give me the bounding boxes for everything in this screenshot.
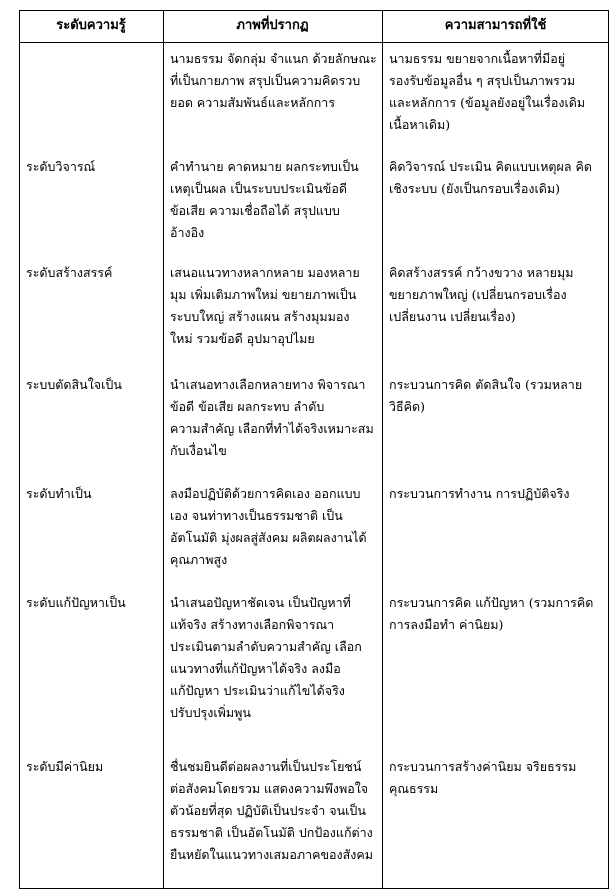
row-5-level: ระดับแก้ปัญหาเป็น xyxy=(26,595,126,610)
text-line: ข้อดี ข้อเสีย ผลกระทบ ลำดับ xyxy=(170,399,325,414)
row-5-appearance xyxy=(170,592,362,724)
text-line: ระบบใหญ่ สร้างแผน สร้างมุมมอง xyxy=(170,309,350,324)
text-line: นำเสนอทางเลือกหลายทาง พิจารณา xyxy=(170,377,366,392)
text-line: ใหม่ รวมข้อดี อุปมาอุปไมย xyxy=(170,331,315,346)
text-line: คุณภาพสูง xyxy=(170,552,228,567)
text-line: ยอด ความสัมพันธ์และหลักการ xyxy=(170,95,336,110)
text-line: เนื้อหาเดิม) xyxy=(389,117,451,132)
header-divider xyxy=(19,42,609,43)
text-line: ธรรมชาติ เป็นอัตโนมัติ ปกป้องแก้ต่าง xyxy=(170,825,373,840)
column-divider-2 xyxy=(382,10,383,889)
text-line: กระบวนการทำงาน การปฏิบัติจริง xyxy=(389,486,570,501)
text-line: ความสำคัญ เลือกที่ทำได้จริงเหมาะสม xyxy=(170,421,374,436)
text-line: คิดวิจารณ์ ประเมิน คิดแบบเหตุผล คิด xyxy=(389,159,592,174)
row-4-level: ระดับทำเป็น xyxy=(26,486,92,501)
header-level: ระดับความรู้ xyxy=(56,18,126,33)
row-2-ability xyxy=(389,262,573,328)
text-line: คิดสร้างสรรค์ กว้างขวาง หลายมุม xyxy=(389,265,574,280)
text-line: แท้จริง สร้างทางเลือกพิจารณา xyxy=(170,617,335,632)
row-1-ability xyxy=(389,156,592,200)
row-2-appearance xyxy=(170,262,360,350)
text-line: คุณธรรม xyxy=(389,781,439,796)
text-line: กับเงื่อนไข xyxy=(170,443,227,458)
row-6-ability xyxy=(389,756,576,800)
text-line: ลงมือปฏิบัติด้วยการคิดเอง ออกแบบ xyxy=(170,486,361,501)
row-4-ability xyxy=(389,483,570,505)
text-line: อ้างอิง xyxy=(170,225,205,240)
text-line: เสนอแนวทางหลากหลาย มองหลาย xyxy=(170,265,360,280)
text-line: แนวทางที่แก้ปัญหาได้จริง ลงมือ xyxy=(170,661,341,676)
text-line: ปรับปรุงเพิ่มพูน xyxy=(170,705,251,720)
row-6-level: ระดับมีค่านิยม xyxy=(26,759,104,774)
text-line: อัตโนมัติ มุ่งผลสู่สังคม ผลิตผลงานได้ xyxy=(170,530,367,545)
row-1-appearance xyxy=(170,156,359,244)
text-line: นำเสนอปัญหาชัดเจน เป็นปัญหาที่ xyxy=(170,595,351,610)
row-0-ability xyxy=(389,48,585,136)
row-3-level: ระบบตัดสินใจเป็น xyxy=(26,377,122,392)
text-line: กระบวนการคิด ตัดสินใจ (รวมหลาย xyxy=(389,377,583,392)
text-line: เปลี่ยนงาน เปลี่ยนเรื่อง) xyxy=(389,309,516,324)
text-line: เชิงระบบ (ยังเป็นกรอบเรื่องเดิม) xyxy=(389,181,561,196)
text-line: เอง จนท่าทางเป็นธรรมชาติ เป็น xyxy=(170,508,343,523)
text-line: การลงมือทำ ค่านิยม) xyxy=(389,617,504,632)
text-line: ข้อเสีย ความเชื่อถือได้ สรุปแบบ xyxy=(170,203,340,218)
text-line: รองรับข้อมูลอื่น ๆ สรุปเป็นภาพรวม xyxy=(389,73,576,88)
text-line: นามธรรม จัดกลุ่ม จำแนก ด้วยลักษณะ xyxy=(170,51,377,66)
text-line: ที่เป็นกายภาพ สรุปเป็นความคิดรวบ xyxy=(170,73,361,88)
text-line: เหตุเป็นผล เป็นระบบประเมินข้อดี xyxy=(170,181,347,196)
text-line: และหลักการ (ข้อมูลยังอยู่ในเรื่องเดิม xyxy=(389,95,586,110)
header-appearance: ภาพที่ปรากฏ xyxy=(236,18,309,33)
text-line: นามธรรม ขยายจากเนื้อหาที่มีอยู่ xyxy=(389,51,566,66)
row-3-appearance xyxy=(170,374,374,462)
text-line: ขยายภาพใหญ่ (เปลี่ยนกรอบเรื่อง xyxy=(389,287,567,302)
text-line: ต่อสังคมโดยรวม แสดงความพึงพอใจ xyxy=(170,781,369,796)
text-line: มุม เพิ่มเติมภาพใหม่ ขยายภาพเป็น xyxy=(170,287,357,302)
text-line: ยืนหยัดในแนวทางเสมอภาคของสังคม xyxy=(170,847,373,862)
text-line: กระบวนการสร้างค่านิยม จริยธรรม xyxy=(389,759,577,774)
column-divider-1 xyxy=(163,10,164,889)
text-line: คำทำนาย คาดหมาย ผลกระทบเป็น xyxy=(170,159,359,174)
row-5-ability xyxy=(389,592,593,636)
header-ability: ความสามารถที่ใช้ xyxy=(444,18,547,33)
row-6-appearance xyxy=(170,756,373,866)
row-1-level: ระดับวิจารณ์ xyxy=(26,159,96,174)
text-line: ตัวน้อยที่สุด ปฏิบัติเป็นประจำ จนเป็น xyxy=(170,803,366,818)
text-line: กระบวนการคิด แก้ปัญหา (รวมการคิด xyxy=(389,595,594,610)
text-line: แก้ปัญหา ประเมินว่าแก้ไขได้จริง xyxy=(170,683,345,698)
row-0-appearance xyxy=(170,48,377,114)
row-4-appearance xyxy=(170,483,367,571)
row-2-level: ระดับสร้างสรรค์ xyxy=(26,265,113,280)
row-3-ability xyxy=(389,374,582,418)
text-line: ประเมินตามลำดับความสำคัญ เลือก xyxy=(170,639,362,654)
text-line: ชื่นชมยินดีต่อผลงานที่เป็นประโยชน์ xyxy=(170,759,362,774)
text-line: วิธีคิด) xyxy=(389,399,426,414)
